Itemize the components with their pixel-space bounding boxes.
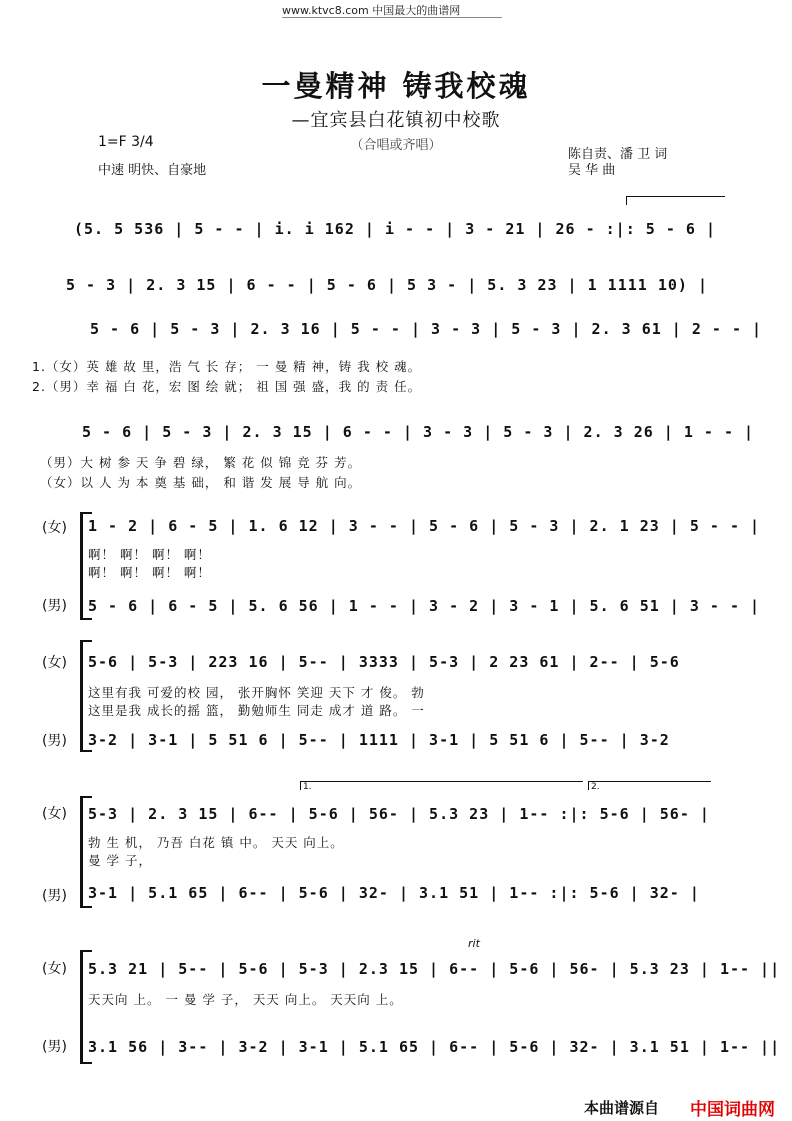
score-intro-line-2: 5 - 3 | 2. 3 15 | 6 - - | 5 - 6 | 5 3 - | 5. 3 23 | 1 1111 10) | — [66, 276, 708, 294]
part-label-male: (男) — [42, 598, 67, 614]
lyrics-system5-line-1: 勃 生 机， 乃吾 白花 镇 中。 天天 向上。 — [88, 835, 344, 850]
score-system5-female: 5-3 | 2. 3 15 | 6-- | 5-6 | 56- | 5.3 23 | 1-- :|: 5-6 | 56- | — [88, 805, 710, 823]
score-system6-male: 3.1 56 | 3-- | 3-2 | 3-1 | 5.1 65 | 6-- | 5-6 | 32- | 3.1 51 | 1-- || — [88, 1038, 781, 1056]
part-label-female: (女) — [42, 520, 67, 536]
lyrics-system3-line-2: 啊！ 啊！ 啊！ 啊！ — [88, 565, 211, 580]
score-verse2-melody: 5 - 6 | 5 - 3 | 2. 3 15 | 6 - - | 3 - 3 | 5 - 3 | 2. 3 26 | 1 - - | — [82, 423, 755, 441]
lyrics-verse1-line-2: 2.（男）幸 福 白 花，宏 图 绘 就； 祖 国 强 盛，我 的 责 任。 — [32, 379, 422, 394]
source-url: www.ktvc8.com 中国最大的曲谱网 — [282, 4, 461, 17]
score-system6-female: 5.3 21 | 5-- | 5-6 | 5-3 | 2.3 15 | 6-- | 5-6 | 56- | 5.3 23 | 1-- || — [88, 960, 781, 978]
score-system4-male: 3-2 | 3-1 | 5 51 6 | 5-- | 1111 | 3-1 | 5 51 6 | 5-- | 3-2 — [88, 731, 670, 749]
part-label-female: (女) — [42, 961, 67, 977]
score-verse1-melody: 5 - 6 | 5 - 3 | 2. 3 16 | 5 - - | 3 - 3 | 5 - 3 | 2. 3 61 | 2 - - | — [90, 320, 763, 338]
score-system4-female: 5-6 | 5-3 | 223 16 | 5-- | 3333 | 5-3 | 2 23 61 | 2-- | 5-6 — [88, 653, 680, 671]
part-label-male: (男) — [42, 1039, 67, 1055]
composer-credit: 吴 华 曲 — [568, 163, 616, 178]
lyrics-system6-line-1: 天天向 上。 一 曼 学 子， 天天 向上。 天天向 上。 — [88, 992, 403, 1007]
lyrics-system4-line-2: 这里是我 成长的摇 篮， 勤勉师生 同走 成才 道 路。 一 — [88, 703, 425, 718]
part-label-male: (男) — [42, 733, 67, 749]
header-divider — [282, 17, 502, 18]
system-bracket-3 — [80, 512, 83, 620]
score-system3-female: 1 - 2 | 6 - 5 | 1. 6 12 | 3 - - | 5 - 6 | 5 - 3 | 2. 1 23 | 5 - - | — [88, 517, 761, 535]
lyrics-system4-line-1: 这里有我 可爱的校 园， 张开胸怀 笑迎 天下 才 俊。 勃 — [88, 685, 425, 700]
part-label-female: (女) — [42, 806, 67, 822]
score-system5-male: 3-1 | 5.1 65 | 6-- | 5-6 | 32- | 3.1 51 | 1-- :|: 5-6 | 32- | — [88, 884, 700, 902]
part-label-male: (男) — [42, 888, 67, 904]
song-title: 一曼精神 铸我校魂 — [261, 69, 531, 103]
footer-site-logo: 中国词曲网 — [690, 1100, 775, 1120]
lyrics-system5-line-2: 曼 学 子， — [88, 853, 152, 868]
system-bracket-6 — [80, 950, 83, 1064]
volta-intro — [626, 196, 725, 205]
footer-source-label: 本曲谱源自 — [584, 1099, 660, 1117]
volta-second-ending — [588, 781, 711, 790]
lyrics-system3-line-1: 啊！ 啊！ 啊！ 啊！ — [88, 547, 211, 562]
lyricist-credit: 陈自责、潘 卫 词 — [568, 147, 668, 162]
tempo-marking: 中速 明快、自豪地 — [98, 163, 207, 178]
ritardando-marking: rit — [468, 937, 480, 950]
volta-second-label: 2. — [591, 782, 600, 792]
lyrics-verse2-line-2: （女）以 人 为 本 奠 基 础， 和 谐 发 展 导 航 向。 — [40, 475, 362, 490]
volta-first-label: 1. — [303, 782, 312, 792]
score-intro-line-1: (5. 5 536 | 5 - - | i. i 162 | i - - | 3 - 21 | 26 - :|: 5 - 6 | — [74, 220, 716, 238]
performance-note: （合唱或齐唱） — [350, 138, 442, 153]
system-bracket-5 — [80, 796, 83, 908]
score-system3-male: 5 - 6 | 6 - 5 | 5. 6 56 | 1 - - | 3 - 2 | 3 - 1 | 5. 6 51 | 3 - - | — [88, 597, 761, 615]
lyrics-verse1-line-1: 1.（女）英 雄 故 里，浩 气 长 存； 一 曼 精 神，铸 我 校 魂。 — [32, 359, 422, 374]
key-signature: 1=F 3/4 — [98, 134, 154, 150]
song-subtitle: —宜宾县白花镇初中校歌 — [291, 110, 501, 131]
part-label-female: (女) — [42, 655, 67, 671]
volta-first-ending — [300, 781, 583, 790]
lyrics-verse2-line-1: （男）大 树 参 天 争 碧 绿， 繁 花 似 锦 竞 芬 芳。 — [40, 455, 362, 470]
system-bracket-4 — [80, 640, 83, 752]
